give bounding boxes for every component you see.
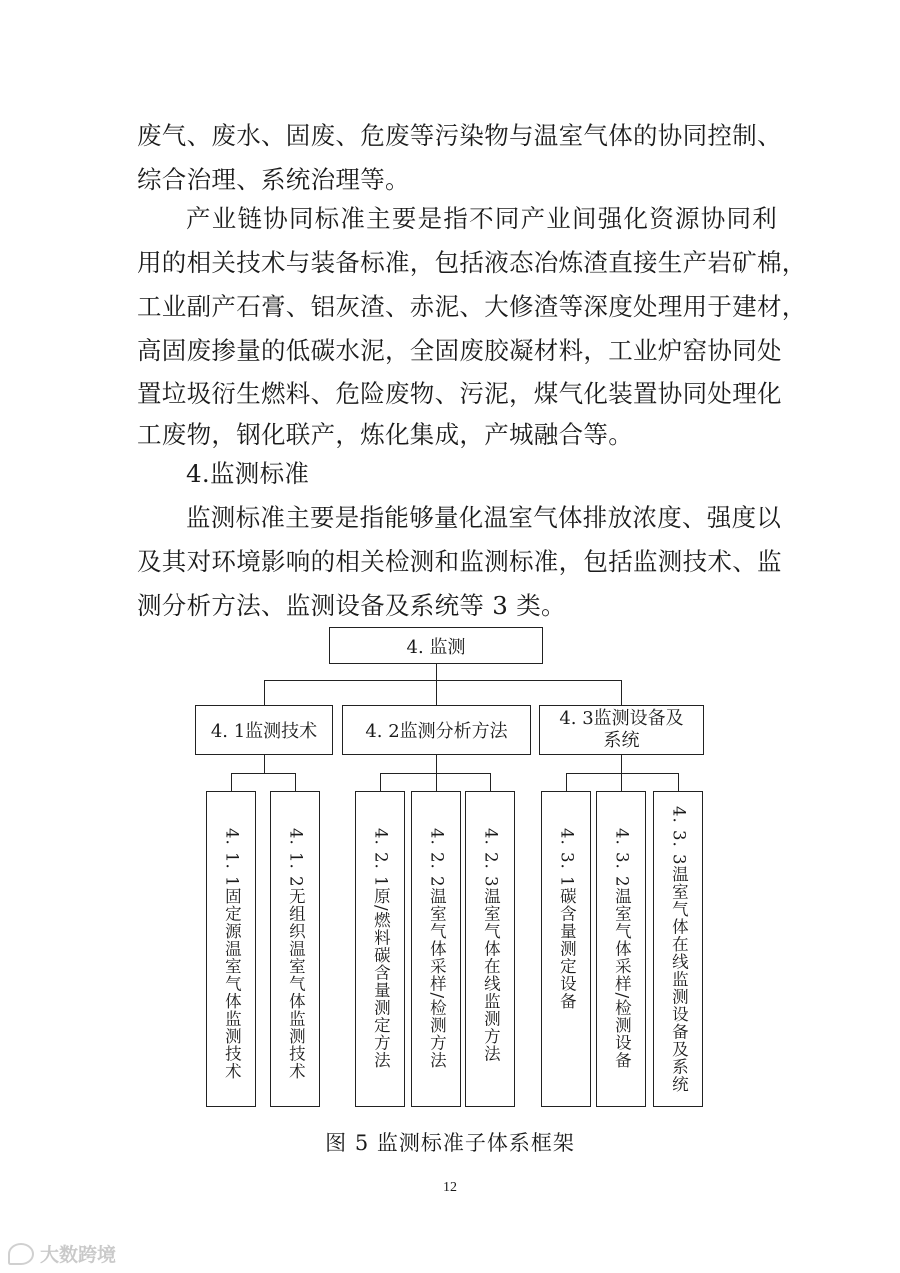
paragraph-line: 测分析方法、监测设备及系统等 3 类。 [137, 591, 566, 620]
item-label: 4. 1. 2无组织温室气体监测技术 [286, 828, 306, 1080]
item-box [270, 791, 320, 1107]
paragraph-line: 工废物，钢化联产，炼化集成，产城融合等。 [137, 420, 633, 449]
paragraph-line: 用的相关技术与装备标准，包括液态冶炼渣直接生产岩矿棉， [137, 248, 807, 277]
paragraph-line: 监测标准主要是指能够量化温室气体排放浓度、强度以 [186, 503, 782, 532]
item-box [206, 791, 256, 1107]
watermark-logo-icon [8, 1243, 34, 1265]
item-label: 4. 2. 1原/燃料碳含量测定方法 [371, 828, 391, 1070]
paragraph-line: 置垃圾衍生燃料、危险废物、污泥，煤气化装置协同处理化 [137, 379, 782, 408]
category-box-monitoring-technology: 4. 1监测技术 [195, 705, 333, 755]
paragraph-line: 及其对环境影响的相关检测和监测标准，包括监测技术、监 [137, 547, 782, 576]
paragraph-line: 高固废掺量的低碳水泥，全固废胶凝材料，工业炉窑协同处 [137, 336, 782, 365]
paragraph-line: 工业副产石膏、铝灰渣、赤泥、大修渣等深度处理用于建材， [137, 292, 807, 321]
category-box-analysis-methods: 4. 2监测分析方法 [342, 705, 531, 755]
page-number: 12 [443, 1180, 457, 1195]
item-box [411, 791, 461, 1107]
diagram-root-box: 4. 监测 [329, 627, 543, 664]
paragraph-line: 产业链协同标准主要是指不同产业间强化资源协同利 [186, 204, 777, 233]
item-label: 4. 1. 1固定源温室气体监测技术 [222, 828, 242, 1080]
item-label: 4. 3. 1碳含量测定设备 [557, 828, 577, 1010]
category-box-equipment-systems: 4. 3监测设备及系统 [539, 705, 704, 755]
watermark-text: 大数跨境 [40, 1244, 117, 1266]
paragraph-line: 废气、废水、固废、危废等污染物与温室气体的协同控制、 [137, 121, 782, 150]
item-box [465, 791, 515, 1107]
section-heading: 4.监测标准 [186, 459, 310, 488]
item-box [596, 791, 646, 1107]
item-label: 4. 2. 2温室气体采样/检测方法 [427, 828, 447, 1070]
item-label: 4. 3. 2温室气体采样/检测设备 [612, 828, 632, 1070]
item-box [355, 791, 405, 1107]
item-label: 4. 3. 3温室气体在线监测设备及系统 [669, 806, 689, 1093]
paragraph-line: 综合治理、系统治理等。 [137, 165, 410, 194]
item-box [541, 791, 591, 1107]
figure-caption: 图 5 监测标准子体系框架 [325, 1131, 575, 1155]
item-box [653, 791, 703, 1107]
item-label: 4. 2. 3温室气体在线监测方法 [481, 828, 501, 1063]
watermark [8, 1240, 116, 1267]
